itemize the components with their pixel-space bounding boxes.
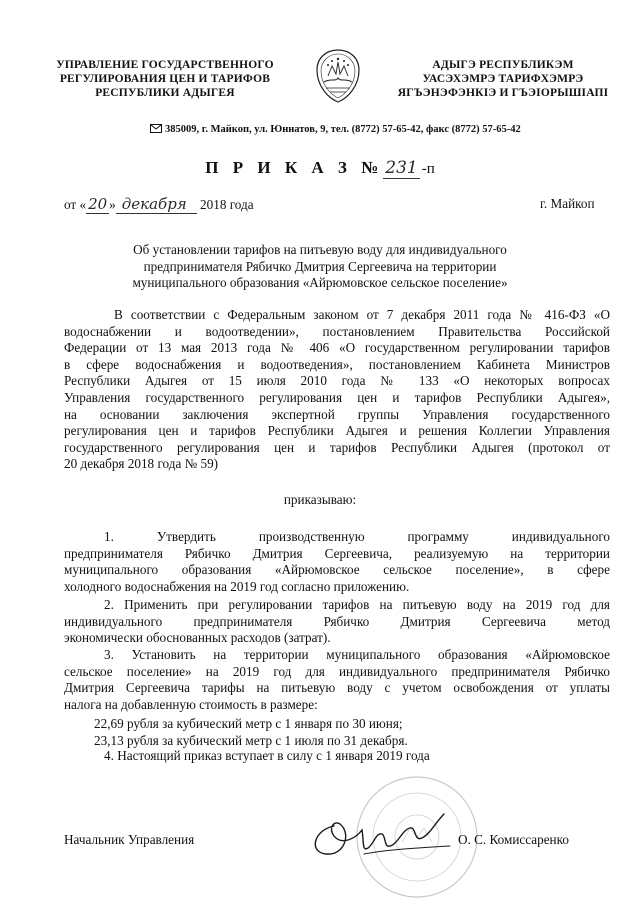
date-day: 20 — [88, 195, 108, 213]
preamble-line: Федерации от 13 мая 2013 года № 406 «О государственном регулировании тарифов — [64, 340, 610, 356]
envelope-icon — [150, 124, 162, 136]
org-name-line: АДЫГЭ РЕСПУБЛИКЭМ — [432, 59, 574, 71]
preamble-line: 20 декабря 2018 года № 59) — [64, 456, 219, 472]
preamble-line: Управления государственного регулирования цен и тарифов Республики Адыгея», — [64, 389, 610, 405]
date-mid: » — [109, 197, 116, 212]
signatory-name: О. С. Комиссаренко — [458, 832, 569, 847]
item-3 — [64, 647, 610, 713]
preamble-line: В соответствии с Федеральным законом от 7 декабря 2011 года № 416-ФЗ «О — [114, 307, 610, 322]
preamble-line: государственного регулирования цен и тарифов Республики Адыгея (протокол от — [64, 439, 610, 455]
org-name-adyghe — [378, 58, 628, 100]
contact-line — [150, 124, 630, 136]
preamble-line: Республики Адыгея от 15 июля 2010 года № 133 «О некоторых вопросах — [64, 373, 610, 389]
preamble-line: водоснабжении и водоотведении», постановлением Правительства Российской — [64, 323, 610, 339]
subject-line: предпринимателя Рябичко Дмитрия Сергеевича на территории — [143, 258, 497, 274]
org-name-line: ЯГЪЭНЭФЭНКІЭ И ГЪЭІОРЫШІАПІ — [397, 87, 609, 99]
order-title-prefix: П Р И К А З № — [205, 158, 384, 177]
item-line: 1. Утвердить производственную программу индивидуального — [104, 529, 610, 544]
order-city: г. Майкоп — [540, 196, 595, 211]
item-4: 4. Настоящий приказ вступает в силу с 1 января 2019 года — [104, 748, 430, 763]
preamble-line: регулирования цен и тарифов Республики Адыгея и решения Коллегии Управления — [64, 423, 610, 439]
item-line: индивидуального предпринимателя Рябичко Дмитрия Сергеевича метод — [64, 613, 610, 629]
org-name-line: РЕГУЛИРОВАНИЯ ЦЕН И ТАРИФОВ — [59, 73, 271, 85]
order-date — [64, 196, 254, 214]
org-name-line: РЕСПУБЛИКИ АДЫГЕЯ — [95, 87, 235, 99]
tariff-line: 22,69 рубля за кубический метр с 1 января по 30 июня; — [94, 716, 403, 731]
tariff-list — [94, 716, 594, 749]
item-line: предпринимателя Рябичко Дмитрия Сергеевича, реализуемую на территории — [64, 545, 610, 561]
item-line: 2. Применить при регулировании тарифов на питьевую воду на 2019 год для — [104, 597, 610, 612]
item-2 — [64, 597, 610, 647]
item-line: сельское поселение» на 2019 год для индивидуального предпринимателя Рябичко — [64, 663, 610, 679]
order-subject — [60, 242, 580, 292]
item-line: муниципального образования «Айрюмовское сельское поселение», в сфере — [64, 562, 610, 578]
order-suffix: -п — [421, 161, 435, 177]
tariff-line: 23,13 рубля за кубический метр с 1 июля по 31 декабря. — [94, 732, 408, 748]
order-number: 231 — [385, 158, 418, 178]
org-name-line: УПРАВЛЕНИЕ ГОСУДАРСТВЕННОГО — [56, 59, 274, 71]
order-title — [0, 158, 640, 178]
item-line: Дмитрия Сергеевича тарифы на питьевую воду с учетом освобождения от уплаты — [64, 680, 610, 696]
org-name-russian — [40, 58, 290, 100]
date-year: 2018 года — [200, 197, 254, 212]
order-word: приказываю: — [283, 492, 357, 507]
subject-line: Об установлении тарифов на питьевую воду для индивидуального — [133, 242, 507, 257]
signatory-position: Начальник Управления — [64, 832, 195, 847]
subject-line: муниципального образования «Айрюмовское сельское поселение» — [132, 275, 508, 291]
contact-text: 385009, г. Майкоп, ул. Юннатов, 9, тел. (8772) 57-65-42, факс (8772) 57-65-42 — [165, 124, 521, 135]
date-month: декабря — [116, 195, 197, 214]
item-line: 3. Установить на территории муниципального образования «Айрюмовское — [104, 647, 610, 662]
preamble — [64, 307, 610, 473]
handwritten-signature — [304, 808, 454, 868]
item-line: холодного водоснабжения на 2019 год согласно приложению. — [64, 578, 410, 594]
item-1 — [64, 529, 610, 595]
preamble-line: в сфере водоснабжения и водоотведения», постановлением Кабинета Министров — [64, 356, 610, 372]
date-prefix: от « — [64, 197, 87, 212]
org-name-line: УАСЭХЭМРЭ ТАРИФХЭМРЭ — [422, 73, 584, 85]
item-line: налога на добавленную стоимость в размере: — [64, 696, 318, 712]
preamble-line: на основании заключения экспертной группы Управления государственного — [64, 406, 610, 422]
item-line: экономически обоснованных расходов (затрат). — [64, 630, 331, 646]
coat-of-arms-emblem — [314, 48, 362, 104]
